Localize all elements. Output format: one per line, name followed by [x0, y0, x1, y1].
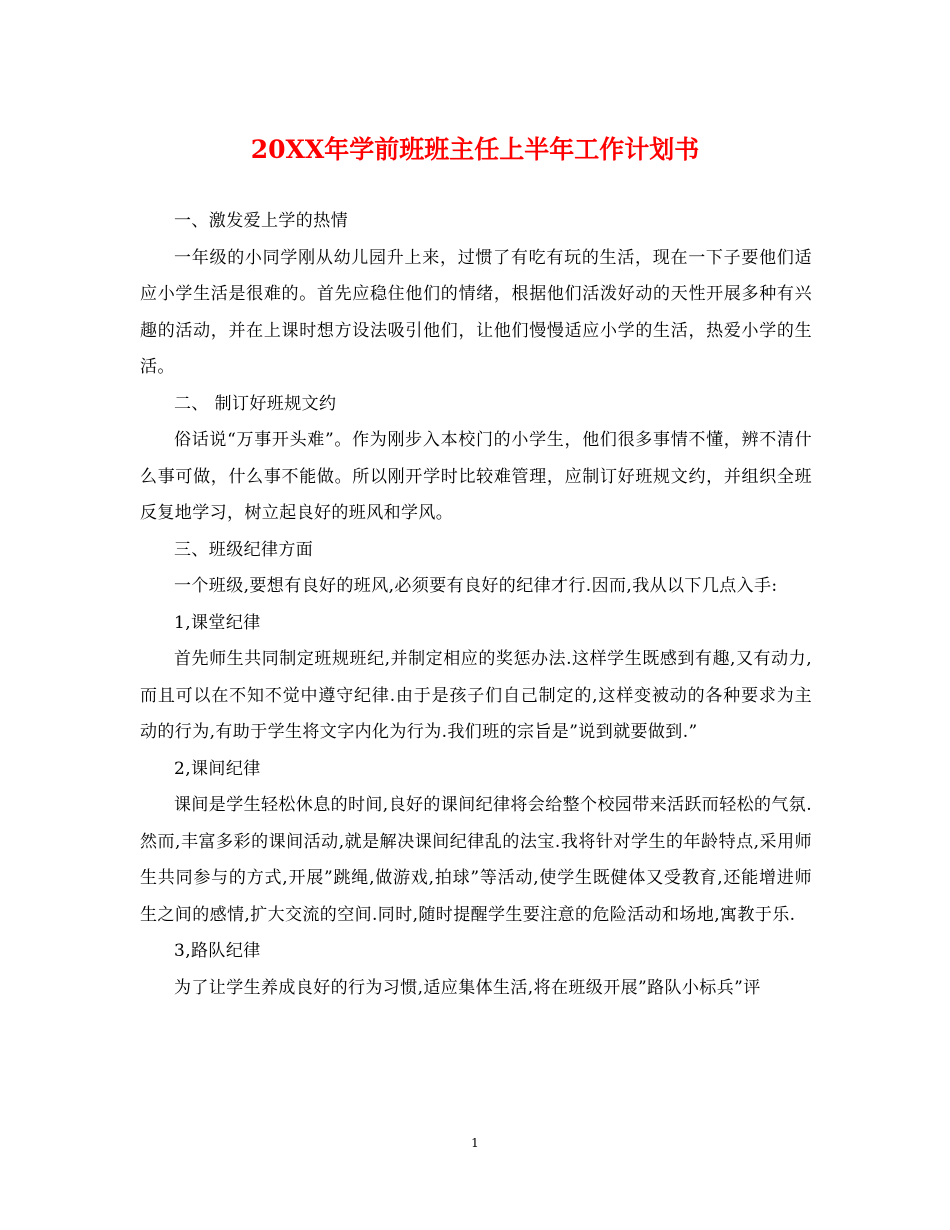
paragraph: 课间是学生轻松休息的时间,良好的课间纪律将会给整个校园带来活跃而轻松的气氛.然而,丰富多彩的课间活动,就是解决课间纪律乱的法宝.我将针对学生的年龄特点,采用师生共同参与的方式,开展”跳绳,做游戏,拍球”等活动,使学生既健体又受教育,还能增进师生之间的感情,扩大交流的空间.同时,随时提醒学生要注意的危险活动和场地,寓教于乐.	[140, 795, 813, 925]
page-number: 1	[471, 1136, 479, 1150]
paragraph: 为了让学生养成良好的行为习惯,适应集体生活,将在班级开展”路队小标兵”评	[174, 977, 761, 998]
section-heading-2: 二、 制订好班规文约	[174, 393, 337, 414]
section-heading-1: 一、激发爱上学的热情	[174, 211, 348, 231]
paragraph: 一个班级,要想有良好的班风,必须要有良好的纪律才行.因而,我从以下几点入手:	[174, 576, 778, 596]
subsection-heading-3: 3,路队纪律	[174, 941, 261, 961]
subsection-heading-2: 2,课间纪律	[174, 758, 261, 779]
paragraph: 俗话说“万事开头难”。作为刚步入本校门的小学生，他们很多事情不懂，辨不清什么事可做，什么事不能做。所以刚开学时比较难管理，应制订好班规文约，并组织全班反复地学习，树立起良好的班风和学风。	[140, 430, 812, 523]
section-heading-3: 三、班级纪律方面	[174, 539, 314, 560]
paragraph: 首先师生共同制定班规班纪,并制定相应的奖惩办法.这样学生既感到有趣,又有动力,而且可以在不知不觉中遵守纪律.由于是孩子们自己制定的,这样变被动的各种要求为主动的行为,有助于学生将文字内化为行为.我们班的宗旨是”说到就要做到.”	[140, 649, 812, 742]
document-body	[140, 203, 812, 1006]
document-title: 20XX年学前班班主任上半年工作计划书	[250, 135, 700, 164]
paragraph: 一年级的小同学刚从幼儿园升上来，过惯了有吃有玩的生活，现在一下子要他们适应小学生活是很难的。首先应稳住他们的情绪，根据他们活泼好动的天性开展多种有兴趣的活动，并在上课时想方设法吸引他们，让他们慢慢适应小学的生活，热爱小学的生活。	[140, 247, 812, 377]
subsection-heading-1: 1,课堂纪律	[174, 612, 261, 633]
